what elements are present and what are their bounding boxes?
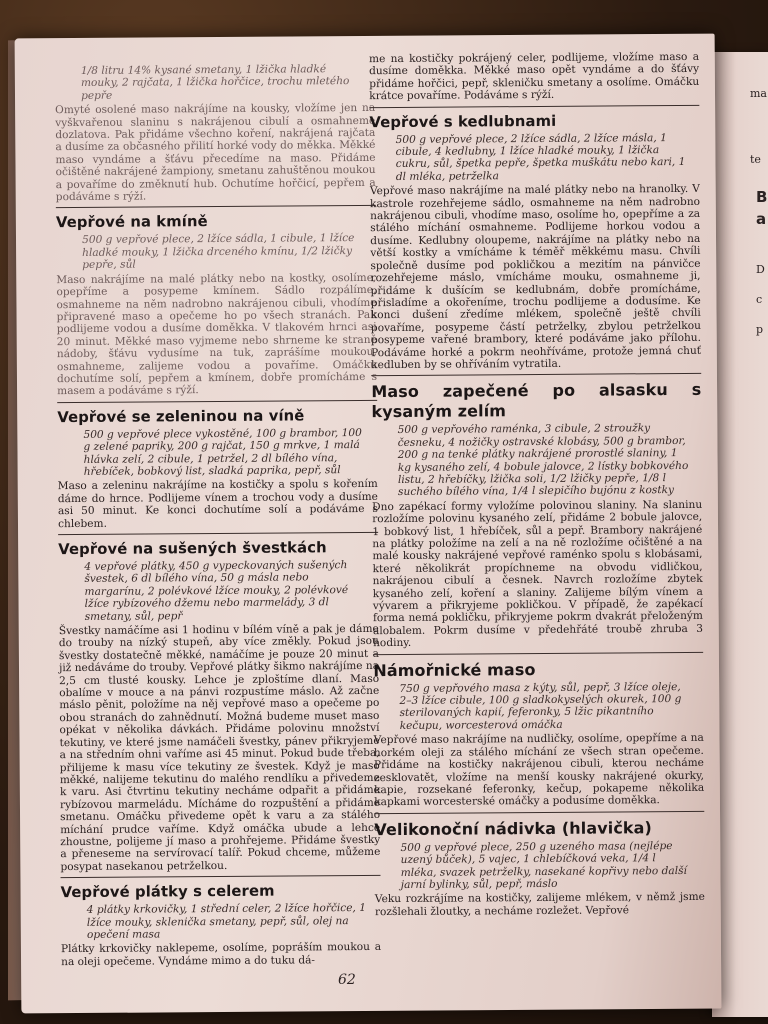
recipe-text: Plátky krkovičky naklepeme, osolíme, popráším moukou a na oleji opečeme. Vyndáme mimo a do tuku dá- — [60, 941, 382, 968]
recipe-title: Velikonoční nádivka (hlavička) — [374, 817, 652, 839]
right-page-fragment: te — [750, 153, 761, 166]
recipe-title: Námořnické maso — [373, 659, 536, 680]
recipe — [57, 407, 378, 530]
recipe — [373, 659, 704, 809]
recipe-title: Vepřové se zeleninou na víně — [57, 407, 305, 426]
recipe-title: Vepřové plátky s celerem — [60, 882, 275, 902]
right-page-fragment: p — [756, 323, 764, 336]
divider — [371, 373, 701, 376]
recipe-text: Maso a zeleninu nakrájíme na kostičky a spolu s kořením dáme do hrnce. Podlijeme vínem a trochou vody a dusíme asi 50 minut. Ke konci dochutíme solí a podáváme s chlebem. — [57, 478, 378, 530]
recipe-ingredients: 4 plátky krkovičky, 1 střední celer, 2 lžíce hořčice, 1 lžíce mouky, sklenička smetany, pepř, sůl, olej na opečení masa — [86, 902, 367, 941]
divider — [61, 875, 381, 878]
recipe-text: Dno zapékací formy vyložíme polovinou slaniny. Na slaninu rozložíme polovinu kysaného zelí, přidáme 2 bobule jalovce, 1 bobkový list, 1 hřebíček, sůl a pepř. Brambory nakrájené na plátky položíme na zelí a na ně rozložíme očištěné a na malé kousky nakrájené vepřové raménko spolu s klobásami, které několikrát propíchneme na obvodu vidličkou, nakrájenou cibulí a česnek. Navrch rozložíme zbytek kysaného zelí, koření a slaniny. Zalijeme bílým vínem a vývarem a přikryjeme pokličkou. V případě, že zapékací forma nemá pokličku, přikryjeme pokrm dvakrát přeloženým alobalem. Pokrm dusíme v předehřáté troubě zhruba 3 hodiny. — [372, 498, 704, 650]
divider — [373, 652, 703, 655]
left-column — [55, 61, 381, 971]
recipe — [61, 882, 382, 968]
recipe-ingredients: 750 g vepřového masa z kýty, sůl, pepř, 3 lžíce oleje, 2–3 lžíce cibule, 100 g sladkokyselých okurek, 100 g sterilovaných kapií, feferonky, 5 lžic pikantního kečupu, worcesterová omáčka — [399, 680, 682, 732]
recipe-title: Vepřové na sušených švestkách — [58, 539, 327, 559]
recipe-ingredients: 500 g vepřového raménka, 3 cibule, 2 stroužky česneku, 4 nožičky ostravské klobásy, 500 g brambor, 200 g na tenké plátky nakrájené prorostlé slaniny, 1 kg kysaného zelí, 4 bobule jalovce, 2 lístky bobkového listu, 2 hřebíčky, lžička soli, 1/2 lžičky pepře, 1/8 l suchého bílého vína, 1/4 l slepičího bujónu z kostky — [397, 422, 689, 499]
divider — [58, 532, 378, 535]
right-page-fragment: B — [756, 188, 768, 206]
recipe-title: Vepřové na kmíně — [55, 213, 208, 232]
recipe — [56, 212, 377, 398]
recipe-continued — [369, 51, 699, 103]
right-page-fragment: D — [756, 263, 765, 276]
recipe-ingredients: 4 vepřové plátky, 450 g vypeckovaných sušených švestek, 6 dl bílého vína, 50 g másla nebo margarínu, 2 polévkové lžíce mouky, 2 polévkové lžíce rybízového džemu nebo marmelády, 3 dl smetany, sůl, pepř — [84, 559, 349, 623]
recipe-title: Maso zapečené po alsasku s kysaným zelím — [371, 380, 702, 422]
divider — [374, 811, 704, 814]
recipe-text: Švestky namáčíme asi 1 hodinu v bílém víně a pak je dáme do trouby na nízký stupeň, aby více změkly. Pokud jsou švestky dostatečně měkké, namáčíme je pouze 20 minut a již nedáváme do trouby. Vepřové plátky šikmo nakrájíme na 2,5 cm tlusté kousky. Lehce je zploštíme dlaní. Maso obalíme v mouce a na pánvi rozpustíme máslo. Až začne máslo pěnit, položíme na něj vepřové maso a opečeme po obou stranách do zahnědnutí. Možná budeme muset maso opékat v několika dávkách. Přidáme polovinu množství tekutiny, ve které jsme namáčeli švestky, pánev přikryjeme a na středním ohni vaříme asi 45 minut. Pokud bude třeba, přilijeme k masu více tekutiny ze švestek. Když je maso měkké, nalijeme tekutinu do malého rendlíku a přivedeme k varu. Asi čtvrtinu tekutiny necháme odpařit a přidáme rybízovou marmeládu. Mícháme do rozpuštění a přidáme smetanu. Omáčku přivedeme opět k varu a za stálého míchání prudce vaříme. Když omáčka ubude a lehce zhoustne, polijeme jí maso a prohřejeme. Přidáme švestky a přeneseme na servírovací talíř. Pokud chceme, můžeme posypat nasekanou petrželkou. — [58, 622, 381, 873]
recipe-text: Vepřové maso nakrájíme na nudličky, osolíme, opepříme a na horkém oleji za stálého míchání ze všech stran opečeme. Přidáme na kostičky nakrájenou cibuli, kterou necháme zesklovatět, vložíme na menší kousky nakrájené okurky, kapie, rozsekané feferonky, kečup, pokapeme několika kapkami worcesterské omáčky a podusíme doměkka. — [373, 732, 705, 809]
recipe-ingredients: 500 g vepřové plece vykostěné, 100 g brambor, 100 g zelené papriky, 200 g rajčat, 150 g mrkve, 1 malá hlávka zelí, 2 cibule, 1 petržel, 2 dl bílého vína, hřebíček, bobkový list, sladká paprika, pepř, sůl — [83, 426, 362, 478]
right-page-fragment: ma — [750, 87, 767, 100]
recipe-text: Omyté osolené maso nakrájíme na kousky, vložíme jen na vyškvařenou slaninu s nakrájenou cibulí a osmahneme dozlatova. Pak přidáme všechno koření, nakrájená rajčata a dusíme za občasného přilití horké vody do měkka. Měkké maso vyndáme a šťávu přecedíme na maso. Přidáme očištěné nakrájené žampiony, smetanu zahuštěnou moukou a povaříme do změknutí hub. Ochutíme hořčicí, pepřem a podáváme s rýží. — [55, 102, 376, 204]
recipe-text: Veku rozkrájíme na kostičky, zalijeme mlékem, v němž jsme rozšlehali žloutky, a necháme rozležet. Vepřové — [374, 891, 705, 918]
recipe — [374, 818, 705, 919]
recipe — [58, 539, 380, 873]
recipe-text: Maso nakrájíme na malé plátky nebo na kostky, osolíme, opepříme a posypeme kmínem. Sádlo rozpálíme, osmahneme na něm nadrobno nakrájenou cibuli, vhodíme připravené maso a opečeme ho po všech stranách. Pak podlijeme vodou a dusíme doměkka. V tlakovém hrnci asi 20 minut. Měkké maso vyjmeme nebo shrneme ke straně nádoby, šťávu vydusíme na tuk, zaprášíme moukou, osmahneme, zalijeme vodou a povaříme. Omáčku dochutíme solí, pepřem a kmínem, dobře promícháme s masem a podáváme s rýží. — [56, 271, 378, 398]
recipe-text: me na kostičky pokrájený celer, podlijeme, vložíme maso a dusíme doměkka. Měkké maso opět vyndáme a do šťávy přidáme hořčici, pepř, skleničku smetany a osolíme. Omáčku krátce povaříme. Podáváme s rýží. — [368, 50, 700, 103]
divider — [369, 104, 699, 107]
recipe — [369, 111, 701, 371]
recipe-text: Vepřové maso nakrájíme na malé plátky nebo na hranolky. V kastrole rozehřejeme sádlo, osmahneme na něm nadrobno nakrájenou cibuli, vhodíme maso, osolíme ho, opepříme a za stálého míchání osmahneme. Podlijeme horkou vodou a dusíme. Kedlubny oloupeme, nakrájíme na plátky nebo na větší kostky a vmícháme k téměř měkkému masu. Chvíli společně dusíme pod pokličkou a mezitím na pánvičce rozehřejeme máslo, vmícháme mouku, osmahneme ji, přidáme k dušícím se kedlubnám, dobře promícháme, přisladíme a okořeníme, trochu podlijeme a dodusíme. Ke konci dušení zředíme mlékem, společně ještě chvíli povaříme, posypeme částí petrželky, zbylou petrželkou posypeme vařené brambory, které podáváme jako přílohu. Podáváme horké a pokrm neohříváme, protože jemná chuť kedluben by se ohříváním vytratila. — [369, 183, 702, 372]
right-page-fragment: c — [756, 293, 763, 306]
right-column — [369, 51, 705, 921]
recipe-ingredients: 1/8 litru 14% kysané smetany, 1 lžička hladké mouky, 2 rajčata, 1 lžička hořčice, trochu mletého pepře — [80, 63, 350, 102]
divider — [56, 205, 376, 208]
page-number: 62 — [338, 972, 356, 988]
right-page-fragment: a — [756, 210, 767, 228]
divider — [57, 400, 377, 403]
recipe-ingredients: 500 g vepřové plece, 2 lžíce sádla, 1 cibule, 1 lžíce hladké mouky, 1 lžička drceného kmínu, 1/2 lžičky pepře, sůl — [82, 232, 355, 272]
recipe-title: Vepřové s kedlubnami — [369, 112, 557, 131]
recipe-ingredients: 500 g vepřové plece, 2 lžíce sádla, 2 lžíce másla, 1 cibule, 4 kedlubny, 1 lžíce hladké mouky, 1 lžička cukru, sůl, špetka pepře, špetka muškátu nebo kari, 1 dl mléka, petrželka — [395, 131, 686, 183]
recipe-continued — [55, 63, 376, 204]
recipe-ingredients: 500 g vepřové plece, 250 g uzeného masa (nejlépe uzený bůček), 5 vajec, 1 chlebíčková veka, 1/4 l mléka, svazek petrželky, nasekané kopřivy nebo další jarní bylinky, sůl, pepř, máslo — [400, 839, 687, 891]
recipe — [371, 380, 703, 650]
